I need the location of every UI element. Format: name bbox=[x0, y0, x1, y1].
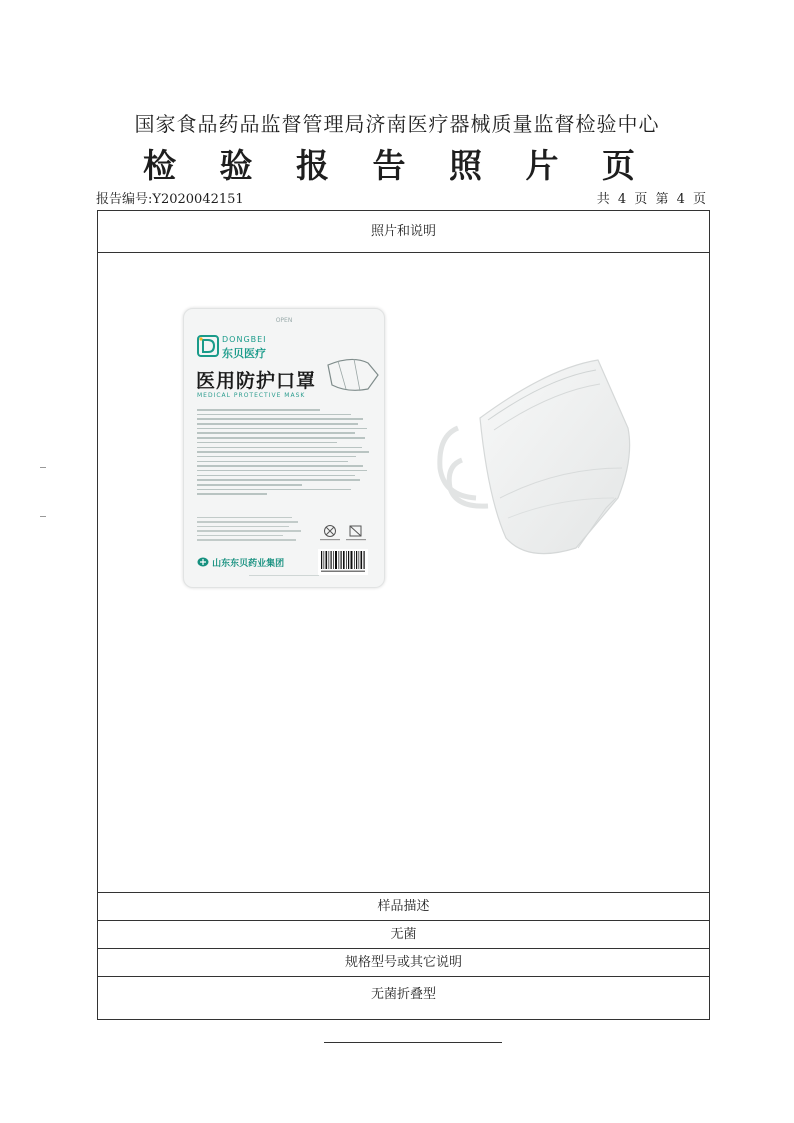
sample-description-value: 无菌 bbox=[98, 920, 709, 948]
spec-label: 规格型号或其它说明 bbox=[98, 948, 709, 976]
kn95-mask-image bbox=[428, 348, 638, 568]
package-brand-cn: 东贝医疗 bbox=[222, 347, 266, 360]
package-product-en: MEDICAL PROTECTIVE MASK bbox=[197, 392, 306, 399]
package-symbols-icon bbox=[316, 521, 370, 543]
brand-logo-icon bbox=[197, 335, 219, 357]
page-indicator: 共 4 页 第 4 页 bbox=[596, 192, 708, 207]
barcode-icon bbox=[318, 549, 368, 575]
organization-name: 国家食品药品监督管理局济南医疗器械质量监督检验中心 bbox=[134, 112, 660, 136]
photo-section-header: 照片和说明 bbox=[98, 211, 709, 253]
report-table bbox=[97, 210, 710, 1020]
report-number: 报告编号:Y2020042151 bbox=[96, 192, 244, 207]
page-title: 检 验 报 告 照 片 页 bbox=[143, 146, 651, 185]
package-company-name: 山东东贝药业集团 bbox=[212, 559, 285, 569]
package-product-name: 医用防护口罩 bbox=[196, 370, 317, 392]
footer-line bbox=[324, 1042, 502, 1043]
margin-mark bbox=[40, 467, 46, 468]
package-brand-en: DONGBEI bbox=[222, 335, 267, 344]
package-open-label: OPEN bbox=[275, 317, 293, 324]
package-company bbox=[197, 556, 284, 569]
package-info bbox=[197, 517, 302, 545]
sample-description-label: 样品描述 bbox=[98, 892, 709, 920]
sample-photo bbox=[98, 253, 709, 892]
company-logo-icon bbox=[197, 557, 209, 567]
margin-mark bbox=[40, 516, 46, 517]
package-instructions bbox=[197, 409, 372, 507]
mask-outline-icon bbox=[324, 351, 380, 395]
spec-value: 无菌折叠型 bbox=[98, 976, 709, 1019]
package-footer-text bbox=[249, 575, 319, 576]
mask-package-image bbox=[183, 308, 385, 588]
